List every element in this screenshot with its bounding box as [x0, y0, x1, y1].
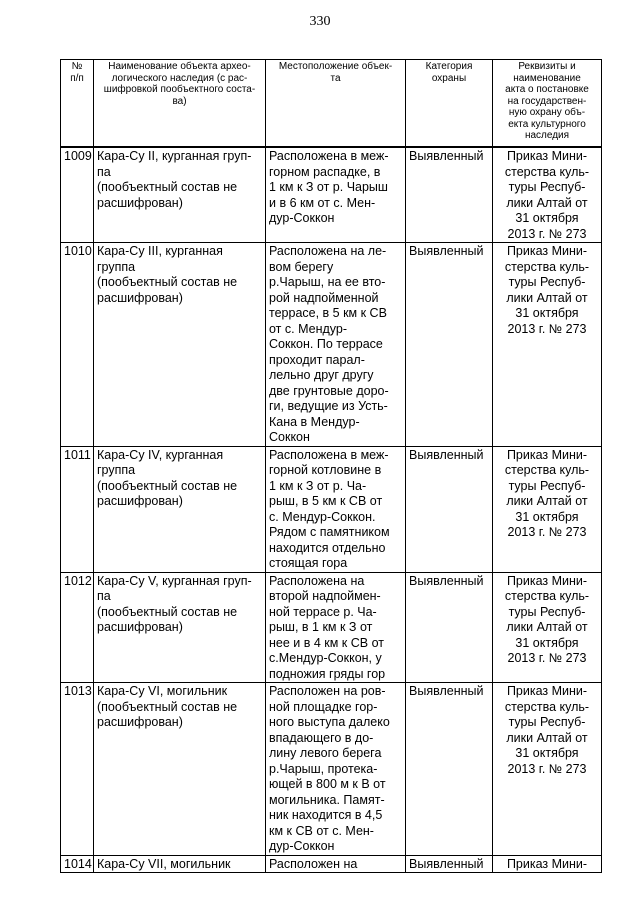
cell-line: 1 км к З от р. Ча-: [269, 478, 367, 493]
cell-line: туры Респуб-: [508, 180, 586, 194]
cell-line: лики Алтай от: [506, 290, 588, 305]
object-name: [94, 683, 266, 856]
cell-line: Кана в Мендур-: [269, 414, 360, 429]
cell-line: 31 октября: [515, 306, 579, 320]
cell-line: ной террасе р. Ча-: [269, 604, 377, 619]
cell-line: лину левого берега: [269, 746, 382, 760]
cell-line: ник находится в 4,5: [269, 808, 383, 822]
cell-line: стерства куль-: [504, 699, 590, 714]
cell-line: 31 октября: [515, 746, 579, 760]
header-line: Местоположение объек-: [278, 61, 393, 72]
header-line: шифровкой пообъектного соста-: [103, 84, 256, 95]
cell-line: проходит парал-: [269, 352, 365, 367]
cell-line: впадающего в до-: [269, 730, 374, 745]
cell-line: Приказ Мини-: [506, 573, 588, 588]
cell-line: нее и в 4 км к СВ от: [269, 635, 384, 650]
cell-line: Расположена в меж-: [269, 149, 389, 163]
cell-line: Расположен на ров-: [269, 684, 386, 698]
cell-line: р.Чарыш, протека-: [269, 761, 378, 776]
cell-line: горной котловине в: [269, 463, 382, 477]
header-line: наследия: [524, 130, 570, 141]
cell-line: и в 6 км от с. Мен-: [269, 195, 376, 210]
header-line: Категория: [425, 61, 473, 72]
cell-line: Соккон: [269, 430, 310, 444]
table-row: [61, 855, 602, 873]
cell-line: р.Чарыш, на ее вто-: [269, 275, 386, 289]
cell-line: террасе, в 5 км к СВ: [269, 306, 387, 320]
cell-line: (пообъектный состав не: [97, 478, 238, 493]
object-name: [94, 572, 266, 683]
cell-line: вом берегу: [269, 259, 334, 274]
header-line: ва): [172, 95, 187, 107]
cell-line: стерства куль-: [504, 164, 590, 179]
cell-line: дур-Соккон: [269, 839, 335, 853]
cell-line: лики Алтай от: [506, 195, 588, 210]
cell-line: туры Респуб-: [508, 715, 586, 729]
table-row: [61, 572, 602, 683]
cell-line: стерства куль-: [504, 463, 590, 477]
cell-line: Приказ Мини-: [506, 149, 588, 163]
cell-line: Кара-Су VII, могильник: [97, 856, 231, 871]
cell-line: 1 км к З от р. Чарыш: [269, 180, 388, 194]
cell-line: Приказ Мини-: [506, 684, 588, 698]
cell-line: Соккон. По террасе: [269, 337, 383, 351]
cell-line: ного выступа далеко: [269, 715, 390, 729]
cell-line: 31 октября: [515, 635, 579, 650]
header-line: та: [330, 72, 341, 84]
cell-line: (пообъектный состав не: [97, 699, 238, 714]
header-act-requisites: [493, 60, 602, 148]
cell-line: 31 октября: [515, 509, 579, 524]
row-number: 1012: [61, 572, 94, 683]
cell-line: 2013 г. № 273: [507, 226, 587, 241]
cell-line: Расположена на ле-: [269, 244, 387, 258]
cell-line: Расположена в меж-: [269, 447, 389, 462]
protection-category: Выявленный: [406, 446, 493, 572]
cell-line: ющей в 800 м к В от: [269, 777, 386, 791]
table-header-row: [61, 60, 602, 148]
cell-line: Приказ Мини-: [506, 447, 588, 462]
page-number: 330: [309, 14, 331, 29]
cell-line: лельно друг другу: [269, 368, 374, 382]
cell-line: рыш, в 5 км к СВ от: [269, 494, 383, 508]
act-requisites: [493, 855, 602, 873]
row-number: 1009: [61, 147, 94, 243]
header-line: екта культурного: [508, 118, 586, 130]
cell-line: 2013 г. № 273: [507, 525, 587, 539]
object-name: [94, 855, 266, 873]
act-requisites: [493, 683, 602, 856]
object-name: [94, 243, 266, 447]
act-requisites: [493, 572, 602, 683]
header-line: акта о постановке: [505, 84, 589, 95]
cell-line: Приказ Мини-: [506, 244, 588, 258]
cell-line: Рядом с памятником: [269, 525, 390, 539]
object-name: [94, 147, 266, 243]
cell-line: с. Мендур-Соккон.: [269, 509, 376, 524]
table-body: [61, 147, 602, 873]
cell-line: расшифрован): [97, 494, 183, 508]
heritage-registry-table: [60, 59, 602, 873]
cell-line: км к СВ от с. Мен-: [269, 823, 374, 838]
header-line: на государствен-: [507, 95, 587, 107]
row-number: 1013: [61, 683, 94, 856]
object-location: [266, 446, 406, 572]
cell-line: туры Респуб-: [508, 604, 586, 619]
header-line: Наименование объекта архео-: [108, 61, 251, 72]
cell-line: (пообъектный состав не: [97, 180, 238, 194]
cell-line: 31 октября: [515, 211, 579, 225]
cell-line: две грунтовые доро-: [269, 383, 389, 398]
header-line: п/п: [70, 72, 84, 84]
cell-line: рыш, в 1 км к З от: [269, 620, 373, 634]
cell-line: Кара-Су V, курганная груп-: [97, 573, 252, 588]
protection-category: Выявленный: [406, 147, 493, 243]
header-number: [61, 60, 94, 148]
act-requisites: [493, 243, 602, 447]
cell-line: от с. Мендур-: [269, 321, 347, 336]
act-requisites: [493, 446, 602, 572]
table-row: [61, 446, 602, 572]
cell-line: расшифрован): [97, 195, 183, 210]
cell-line: горном распадке, в: [269, 164, 381, 179]
cell-line: подножия гряды гор: [269, 666, 386, 681]
object-location: [266, 855, 406, 873]
cell-line: находится отдельно: [269, 540, 386, 555]
header-line: Реквизиты и: [518, 61, 576, 72]
object-name: [94, 446, 266, 572]
cell-line: расшифрован): [97, 620, 183, 634]
cell-line: второй надпоймен-: [269, 589, 381, 603]
cell-line: 2013 г. № 273: [507, 761, 587, 776]
cell-line: группа: [97, 259, 136, 274]
cell-line: стерства куль-: [504, 589, 590, 603]
cell-line: (пообъектный состав не: [97, 604, 238, 619]
cell-line: 2013 г. № 273: [507, 651, 587, 665]
object-location: [266, 572, 406, 683]
row-number: 1011: [61, 446, 94, 572]
cell-line: расшифрован): [97, 290, 183, 305]
cell-line: туры Респуб-: [508, 478, 586, 493]
header-protection-category: [406, 60, 493, 148]
cell-line: с.Мендур-Соккон, у: [269, 651, 382, 665]
cell-line: лики Алтай от: [506, 494, 588, 508]
header-line: охраны: [431, 72, 467, 84]
protection-category: Выявленный: [406, 683, 493, 856]
header-line: №: [71, 61, 83, 72]
table-row: [61, 147, 602, 243]
cell-line: Кара-Су II, курганная груп-: [97, 149, 252, 163]
object-location: [266, 243, 406, 447]
header-location: [266, 60, 406, 148]
row-number: 1014: [61, 855, 94, 873]
header-line: логического наследия (с рас-: [111, 72, 248, 84]
act-requisites: [493, 147, 602, 243]
header-object-name: [94, 60, 266, 148]
cell-line: Кара-Су IV, курганная: [97, 447, 224, 462]
protection-category: Выявленный: [406, 855, 493, 873]
cell-line: группа: [97, 463, 136, 477]
table-row: [61, 683, 602, 856]
cell-line: Приказ Мини-: [506, 856, 588, 871]
cell-line: 2013 г. № 273: [507, 321, 587, 336]
cell-line: рой надпойменной: [269, 290, 379, 305]
cell-line: лики Алтай от: [506, 730, 588, 745]
cell-line: стерства куль-: [504, 259, 590, 274]
cell-line: могильника. Памят-: [269, 792, 385, 807]
protection-category: Выявленный: [406, 572, 493, 683]
header-line: ную охрану объ-: [508, 107, 586, 118]
cell-line: лики Алтай от: [506, 620, 588, 634]
header-line: наименование: [513, 72, 581, 84]
cell-line: па: [97, 589, 111, 603]
row-number: 1010: [61, 243, 94, 447]
cell-line: Расположен на: [269, 856, 358, 871]
cell-line: Кара-Су III, курганная: [97, 244, 223, 258]
cell-line: ной площадке гор-: [269, 699, 378, 714]
object-location: [266, 147, 406, 243]
cell-line: Кара-Су VI, могильник: [97, 684, 228, 698]
cell-line: Расположена на: [269, 573, 365, 588]
cell-line: стоящая гора: [269, 556, 348, 570]
cell-line: (пообъектный состав не: [97, 275, 238, 289]
cell-line: ги, ведущие из Усть-: [269, 399, 388, 413]
cell-line: туры Респуб-: [508, 275, 586, 289]
cell-line: расшифрован): [97, 715, 183, 729]
protection-category: Выявленный: [406, 243, 493, 447]
cell-line: дур-Соккон: [269, 211, 335, 225]
object-location: [266, 683, 406, 856]
table-row: [61, 243, 602, 447]
cell-line: па: [97, 164, 111, 179]
